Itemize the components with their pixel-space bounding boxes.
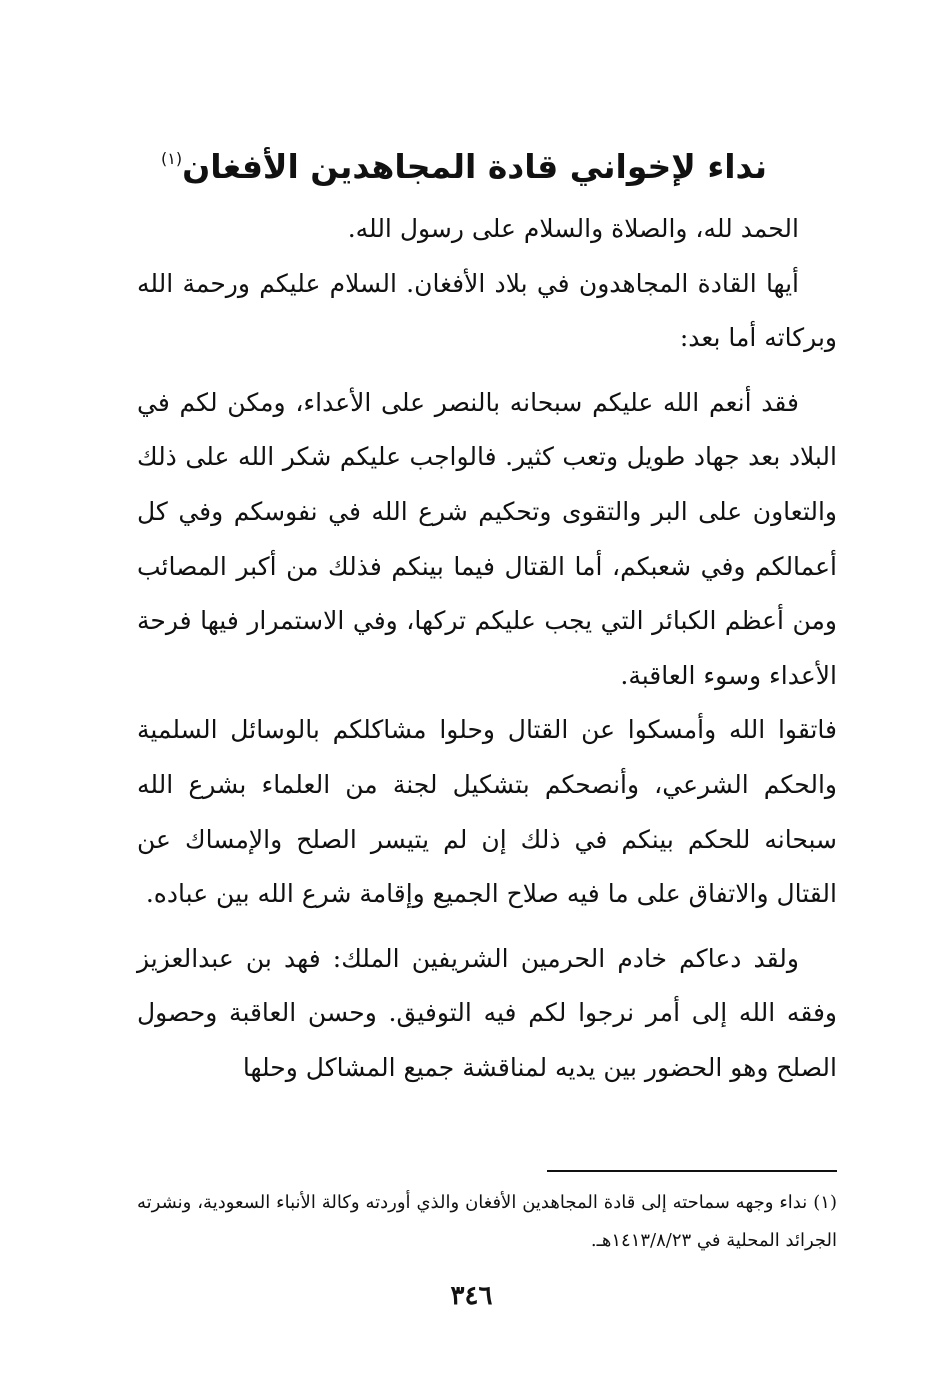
footnote-marker: (١) xyxy=(813,1192,837,1213)
page-number: ٣٤٦ xyxy=(450,1281,493,1311)
page-title xyxy=(147,134,767,192)
paragraph-blessing: فقد أنعم الله عليكم سبحانه بالنصر على الأعداء، ومكن لكم في البلاد بعد جهاد طويل وتعب كثير. فالواجب عليكم شكر الله على ذلك والتعاون على البر والتقوى وتحكيم شرع الله في نفوسكم وفي كل أعمالكم وفي شعبكم، أما القتال فيما بينكم فذلك من أكبر المصائب ومن أعظم الكبائر التي يجب عليكم تركها، وفي الاستمرار فيها فرحة الأعداء وسوء العاقبة. xyxy=(137,387,837,690)
body-text xyxy=(137,202,837,1096)
footnote-text: نداء وجهه سماحته إلى قادة المجاهدين الأفغان والذي أوردته وكالة الأنباء السعودية، ونشرته الجرائد المحلية في ١٤١٣/٨/٢٣هـ. xyxy=(137,1192,837,1251)
paragraph-greeting: أيها القادة المجاهدون في بلاد الأفغان. السلام عليكم ورحمة الله وبركاته أما بعد: xyxy=(137,268,837,353)
title-text: نداء لإخواني قادة المجاهدين الأفغان xyxy=(182,147,767,187)
paragraph-invitation: ولقد دعاكم خادم الحرمين الشريفين الملك: فهد بن عبدالعزيز وفقه الله إلى أمر نرجوا لكم فيه التوفيق. وحسن العاقبة وحصول الصلح وهو الحضور بين يديه لمناقشة جميع المشاكل وحلها xyxy=(137,943,837,1082)
paragraph-opening: الحمد لله، والصلاة والسلام على رسول الله. xyxy=(347,214,799,243)
title-footnote-ref: (١) xyxy=(161,149,183,169)
paragraph-advice: فاتقوا الله وأمسكوا عن القتال وحلوا مشاكلكم بالوسائل السلمية والحكم الشرعي، وأنصحكم بتشكيل لجنة من العلماء بشرع الله سبحانه للحكم بينكم في ذلك إن لم يتيسر الصلح والإمساك عن القتال والاتفاق على ما فيه صلاح الجميع وإقامة شرع الله بين عباده. xyxy=(137,715,837,909)
footnote xyxy=(137,1184,837,1260)
footnote-divider xyxy=(547,1170,837,1172)
